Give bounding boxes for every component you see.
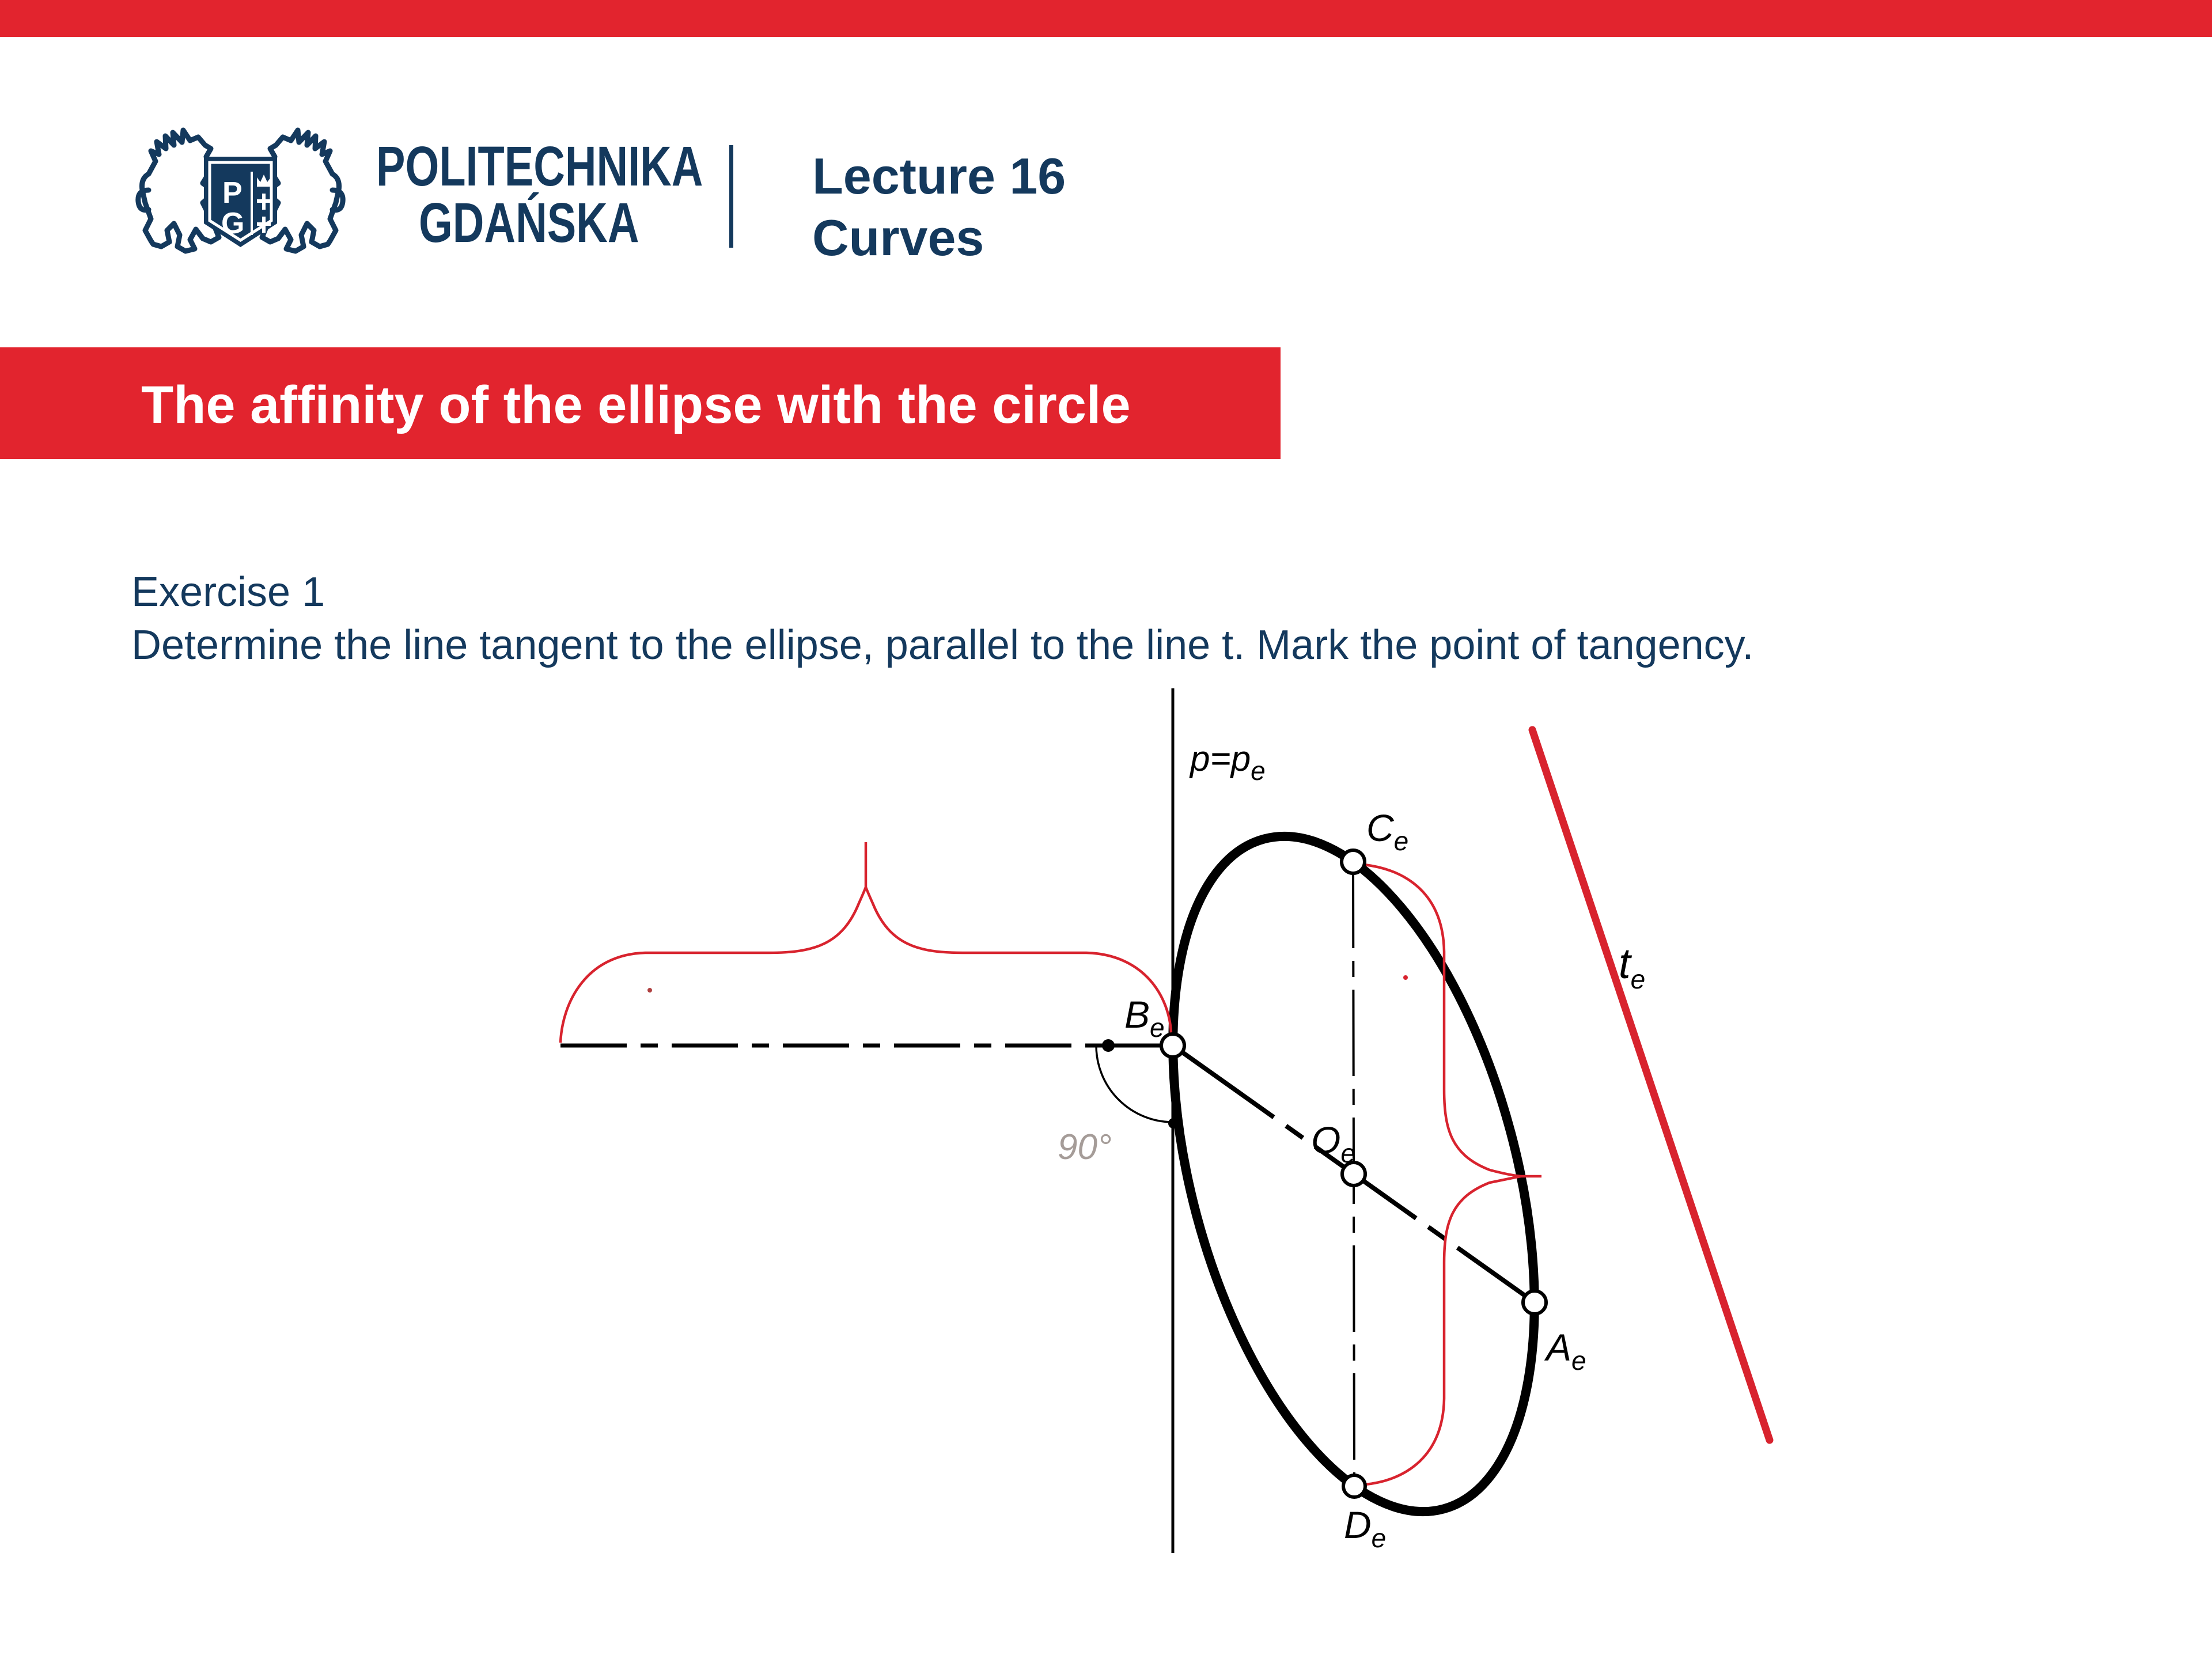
right-angle-arc xyxy=(1096,1046,1173,1122)
point-A-label: $A_e$ xyxy=(1546,1326,1586,1376)
shield-letter-g: G xyxy=(221,207,245,240)
construction-dot xyxy=(1102,1039,1115,1052)
point-B-label: $B_e$ xyxy=(1124,993,1165,1043)
point-D-marker xyxy=(1343,1475,1365,1497)
construction-dot xyxy=(1168,1118,1179,1128)
point-D-label: $D_e$ xyxy=(1344,1503,1387,1553)
shield-letter-p: P xyxy=(222,176,243,210)
university-name-line1: POLITECHNIKA xyxy=(376,135,703,198)
point-C-marker xyxy=(1342,850,1365,873)
university-name-line2: GDAŃSKA xyxy=(418,191,639,254)
tangent-line-label: $t_e$ xyxy=(1619,940,1646,994)
horizontal-brace-curve xyxy=(560,842,1171,1043)
point-O-label: $O_e$ xyxy=(1311,1119,1355,1168)
exercise-task: Determine the line tangent to the ellipse, parallel to the line t. Mark the point of tangency. xyxy=(131,622,1754,668)
construction-dot xyxy=(647,988,652,993)
point-A-marker xyxy=(1523,1291,1546,1314)
point-B-marker xyxy=(1161,1034,1184,1057)
point-C-label: $C_e$ xyxy=(1366,806,1409,856)
affinity-axis-label: $p=p_e$ xyxy=(1190,739,1266,786)
construction-dot xyxy=(1403,975,1408,980)
section-title: The affinity of the ellipse with the circle xyxy=(141,376,1131,434)
vertical-brace-curve xyxy=(1364,865,1541,1484)
lecture-number: Lecture 16 xyxy=(812,147,1066,204)
exercise-heading: Exercise 1 xyxy=(131,569,325,615)
right-angle-label: 90° xyxy=(1058,1127,1112,1167)
lecture-topic: Curves xyxy=(812,209,984,266)
